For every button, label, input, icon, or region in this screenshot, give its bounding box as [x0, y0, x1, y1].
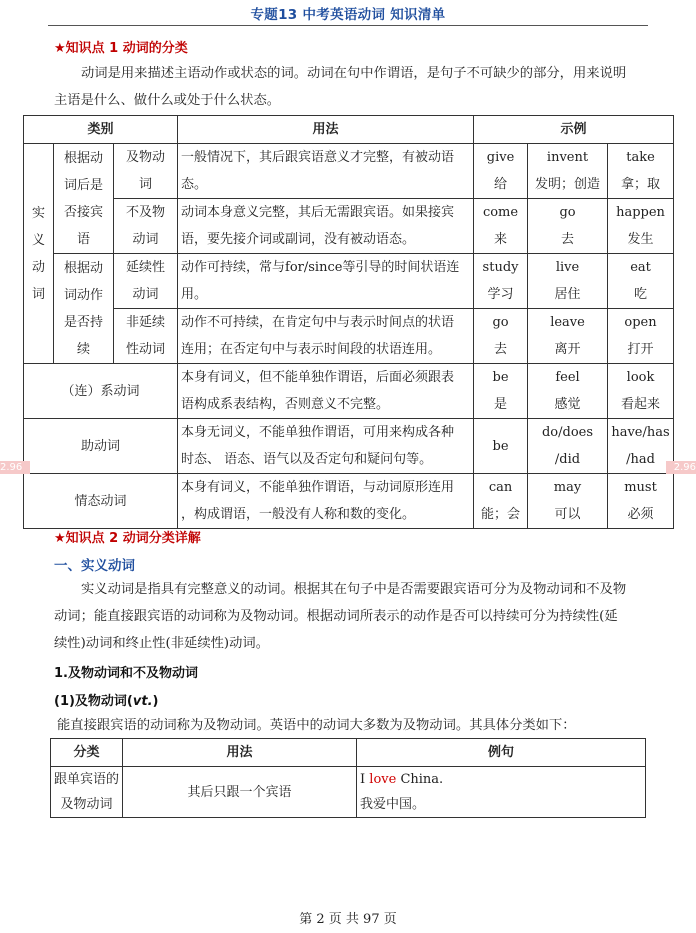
usage-cell: 本身有词义，但不能单独作谓语，后面必须跟表 语构成系表结构，否则意义不完整。 — [178, 364, 474, 419]
header-category: 分类 — [51, 739, 123, 767]
type-transitive: 及物动 词 — [114, 144, 178, 199]
example-cell: may 可以 — [528, 474, 608, 529]
table-row — [24, 474, 674, 529]
table-row — [24, 144, 674, 199]
right-margin-tag: 2.96 — [666, 461, 696, 474]
table-row — [24, 199, 674, 254]
example-cell: go 去 — [474, 309, 528, 364]
criterion-duration: 根据动 词动作 是否持 续 — [54, 254, 114, 364]
knowledge-point-2-title: ★知识点 2 动词分类详解 — [54, 531, 201, 546]
table-row — [24, 419, 674, 474]
example-cell: feel 感觉 — [528, 364, 608, 419]
left-margin-tag: 2.96 — [0, 461, 30, 474]
section-lexical-verbs: 一、实义动词 — [54, 558, 135, 574]
type-auxiliary-verb: 助动词 — [24, 419, 178, 474]
example-cell: open 打开 — [608, 309, 674, 364]
type-intransitive: 不及物 动词 — [114, 199, 178, 254]
para-line-2: 动词；能直接跟宾语的动词称为及物动词。根据动词所表示的动作是否可以持续可分为持续性(延 — [54, 609, 618, 624]
example-cell: invent 发明；创造 — [528, 144, 608, 199]
example-cell: be 是 — [474, 364, 528, 419]
heading-transitive-intransitive: 1.及物动词和不及物动词 — [54, 666, 198, 681]
example-cell: eat 吃 — [608, 254, 674, 309]
example-cell: have/has /had — [608, 419, 674, 474]
header-examples: 示例 — [474, 116, 674, 144]
table-row — [24, 364, 674, 419]
type-non-durative: 非延续 性动词 — [114, 309, 178, 364]
transitive-verb-table — [50, 738, 646, 818]
verb-classification-table — [23, 115, 674, 529]
highlighted-verb: love — [369, 772, 397, 787]
header-usage: 用法 — [123, 739, 357, 767]
intro-line-2: 主语是什么、做什么或处于什么状态。 — [54, 93, 281, 108]
example-cell: look 看起来 — [608, 364, 674, 419]
example-cell: take 拿；取 — [608, 144, 674, 199]
usage-cell: 动作可持续，常与for/since等引导的时间状语连 用。 — [178, 254, 474, 309]
example-cell: come 来 — [474, 199, 528, 254]
intro-paragraph — [54, 60, 646, 114]
table-header-row — [24, 116, 674, 144]
usage-cell: 本身无词义，不能单独作谓语，可用来构成各种 时态、 语态、语气以及否定句和疑问句等。 — [178, 419, 474, 474]
page-header-title: 专题13 中考英语动词 知识清单 — [250, 7, 446, 23]
usage-cell: 动词本身意义完整，其后无需跟宾语。如果接宾 语，要先接介词或副词，没有被动语态。 — [178, 199, 474, 254]
header-usage: 用法 — [178, 116, 474, 144]
knowledge-point-1-title: ★知识点 1 动词的分类 — [54, 41, 188, 56]
group-label-lexical-verbs: 实 义 动 词 — [24, 144, 54, 364]
example-cell: be — [474, 419, 528, 474]
intro-line-1: 动词是用来描述主语动作或状态的词。动词在句中作谓语，是句子不可缺少的部分，用来说明 — [81, 66, 627, 81]
usage-cell: 其后只跟一个宾语 — [123, 767, 357, 818]
usage-cell: 本身有词义，不能单独作谓语，与动词原形连用 ，构成谓语，一般没有人称和数的变化。 — [178, 474, 474, 529]
table-row — [24, 254, 674, 309]
para-line-1: 实义动词是指具有完整意义的动词。根据其在句子中是否需要跟宾语可分为及物动词和不及物 — [81, 582, 627, 597]
table-header-row — [51, 739, 646, 767]
header-example: 例句 — [357, 739, 646, 767]
para-line-3: 续性)动词和终止性(非延续性)动词。 — [54, 636, 270, 651]
table-row — [24, 309, 674, 364]
example-sentence-cell: I love China. 我爱中国。 — [357, 767, 646, 818]
type-linking-verb: （连）系动词 — [24, 364, 178, 419]
page-footer: 第 2 页 共 97 页 — [299, 912, 397, 927]
lexical-verbs-paragraph — [54, 576, 646, 657]
example-cell: give 给 — [474, 144, 528, 199]
example-cell: can 能；会 — [474, 474, 528, 529]
usage-cell: 一般情况下，其后跟宾语意义才完整，有被动语 态。 — [178, 144, 474, 199]
heading-transitive: (1)及物动词(vt.) — [54, 694, 159, 709]
header-category: 类别 — [24, 116, 178, 144]
example-cell: live 居住 — [528, 254, 608, 309]
example-cell: must 必须 — [608, 474, 674, 529]
example-cell: go 去 — [528, 199, 608, 254]
example-cell: study 学习 — [474, 254, 528, 309]
example-cell: happen 发生 — [608, 199, 674, 254]
criterion-object: 根据动 词后是 否接宾 语 — [54, 144, 114, 254]
usage-cell: 动作不可持续，在肯定句中与表示时间点的状语 连用；在否定句中与表示时间段的状语连用。 — [178, 309, 474, 364]
example-cell: do/does /did — [528, 419, 608, 474]
example-cell: leave 离开 — [528, 309, 608, 364]
category-cell: 跟单宾语的 及物动词 — [51, 767, 123, 818]
type-modal-verb: 情态动词 — [24, 474, 178, 529]
header-divider — [48, 25, 648, 26]
table-row — [51, 767, 646, 818]
transitive-definition: 能直接跟宾语的动词称为及物动词。英语中的动词大多数为及物动词。其具体分类如下： — [57, 718, 576, 733]
type-durative: 延续性 动词 — [114, 254, 178, 309]
